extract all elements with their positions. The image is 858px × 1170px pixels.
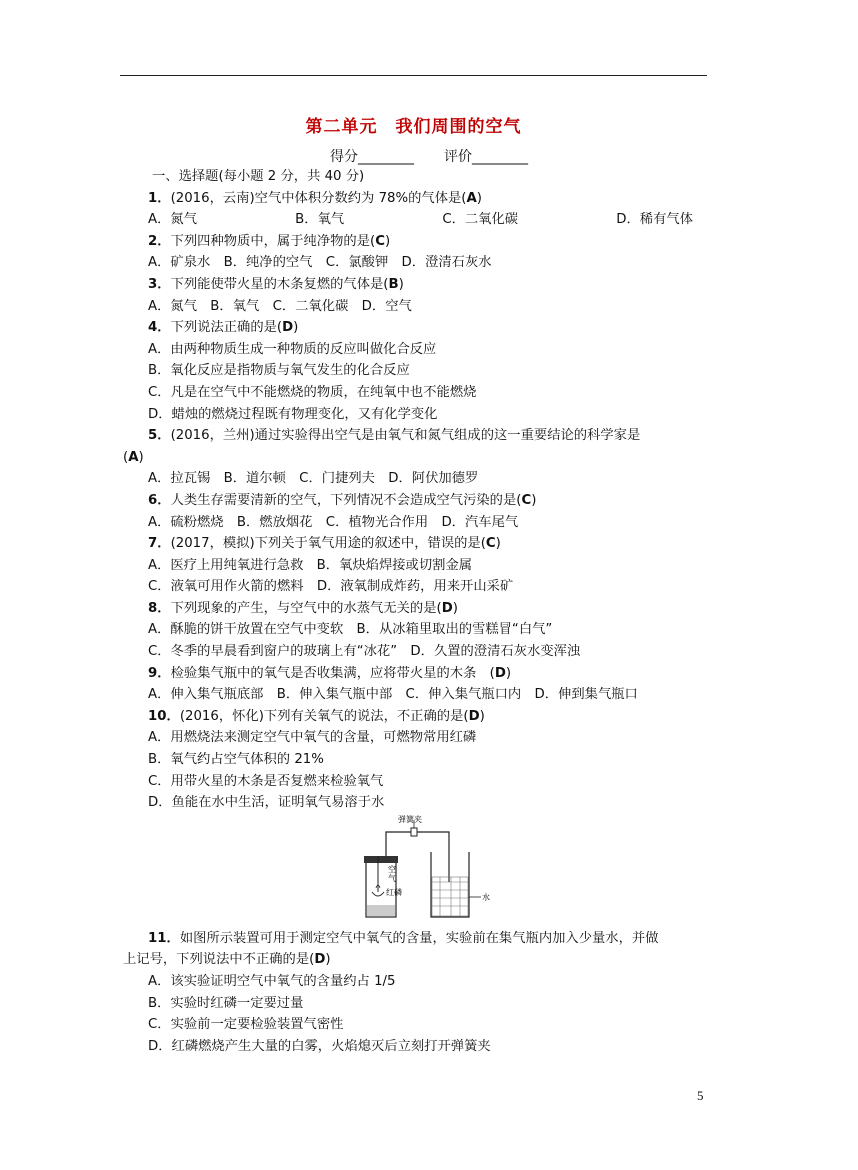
option: D．鱼能在水中生活，证明氧气易溶于水: [148, 795, 385, 811]
page-title: 第二单元 我们周围的空气: [305, 117, 522, 137]
question-content: [123, 166, 708, 1057]
question-2: 2．下列四种物质中，属于纯净物的是(C): [148, 233, 391, 249]
apparatus-figure: [148, 814, 708, 922]
evaluation-label: 评价________: [444, 149, 528, 165]
option: C．凡是在空气中不能燃烧的物质，在纯氧中也不能燃烧: [148, 384, 477, 400]
question-5: 5．(2016，兰州)通过实验得出空气是由氧气和氮气组成的这一重要结论的科学家是: [148, 428, 641, 444]
option: A．由两种物质生成一种物质的反应叫做化合反应: [148, 341, 437, 357]
air-label: 空: [388, 864, 396, 874]
question-6-options: A．硫粉燃烧 B．燃放烟花 C．植物光合作用 D．汽车尾气: [148, 514, 519, 530]
option: C．二氧化碳: [442, 212, 519, 228]
question-2-options: A．矿泉水 B．纯净的空气 C．氯酸钾 D．澄清石灰水: [148, 255, 492, 271]
score-line: [0, 146, 858, 166]
spring-clip: [411, 828, 417, 836]
question-1: 1．(2016，云南)空气中体积分数约为 78%的气体是(A): [148, 190, 482, 206]
apparatus-diagram: [356, 814, 496, 922]
header-rule: [120, 75, 707, 76]
question-9-options: A．伸入集气瓶底部 B．伸入集气瓶中部 C．伸入集气瓶口内 D．伸到集气瓶口: [148, 687, 638, 703]
jar-water: [367, 905, 395, 916]
option: B．氧气: [295, 212, 345, 228]
option: C．液氧可用作火箭的燃料 D．液氧制成炸药，用来开山采矿: [148, 579, 514, 595]
question-5-continued: (A): [123, 449, 144, 465]
question-10: 10．(2016，怀化)下列有关氧气的说法，不正确的是(D): [148, 708, 485, 724]
option: A．医疗上用纯氧进行急救 B．氧炔焰焊接或切割金属: [148, 557, 473, 573]
question-9: 9．检验集气瓶中的氧气是否收集满，应将带火星的木条 (D): [148, 665, 512, 681]
question-4: 4．下列说法正确的是(D): [148, 320, 299, 336]
svg-text:气: 气: [388, 873, 396, 883]
svg-text:磷: 磷: [394, 887, 402, 897]
beaker: [431, 852, 469, 917]
question-3: 3．下列能使带火星的木条复燃的气体是(B): [148, 276, 404, 292]
option: C．用带火星的木条是否复燃来检验氧气: [148, 773, 384, 789]
section-heading: 一、选择题(每小题 2 分，共 40 分): [152, 169, 365, 184]
phosphorus-label: 红: [386, 887, 394, 897]
option: A．用燃烧法来测定空气中氧气的含量，可燃物常用红磷: [148, 730, 477, 746]
clip-label: 弹簧夹: [398, 814, 422, 824]
option: B．实验时红磷一定要过量: [148, 995, 304, 1011]
option: A．酥脆的饼干放置在空气中变软 B．从冰箱里取出的雪糕冒“白气”: [148, 622, 553, 638]
question-11: 11．如图所示装置可用于测定空气中氧气的含量，实验前在集气瓶内加入少量水，并做: [148, 930, 659, 946]
question-3-options: A．氮气 B．氧气 C．二氧化碳 D．空气: [148, 298, 412, 314]
option: A．该实验证明空气中氧气的含量约占 1/5: [148, 974, 396, 989]
question-1-options: [148, 209, 693, 231]
option: C．实验前一定要检验装置气密性: [148, 1017, 344, 1033]
option: D．红磷燃烧产生大量的白雾，火焰熄灭后立刻打开弹簧夹: [148, 1038, 491, 1054]
question-6: 6．人类生存需要清新的空气，下列情况不会造成空气污染的是(C): [148, 492, 537, 508]
page-number: 5: [697, 1088, 704, 1103]
water-label: 水: [482, 892, 490, 902]
jar-stopper: [364, 856, 398, 863]
score-label: 得分________: [330, 149, 414, 165]
option: D．稀有气体: [616, 212, 693, 228]
option: A．氮气: [148, 212, 197, 228]
option: B．氧气约占空气体积的 21%: [148, 752, 324, 768]
question-11-continued: 上记号，下列说法中不正确的是(D): [123, 952, 331, 968]
question-7: 7．(2017，模拟)下列关于氧气用途的叙述中，错误的是(C): [148, 536, 501, 552]
question-5-options: A．拉瓦锡 B．道尔顿 C．门捷列夫 D．阿伏加德罗: [148, 471, 479, 487]
option: D．蜡烛的燃烧过程既有物理变化，又有化学变化: [148, 406, 438, 422]
option: C．冬季的早晨看到窗户的玻璃上有“冰花” D．久置的澄清石灰水变浑浊: [148, 644, 581, 660]
question-8: 8．下列现象的产生，与空气中的水蒸气无关的是(D): [148, 600, 458, 616]
answer-1: A: [466, 190, 477, 206]
option: B．氧化反应是指物质与氧气发生的化合反应: [148, 363, 410, 379]
